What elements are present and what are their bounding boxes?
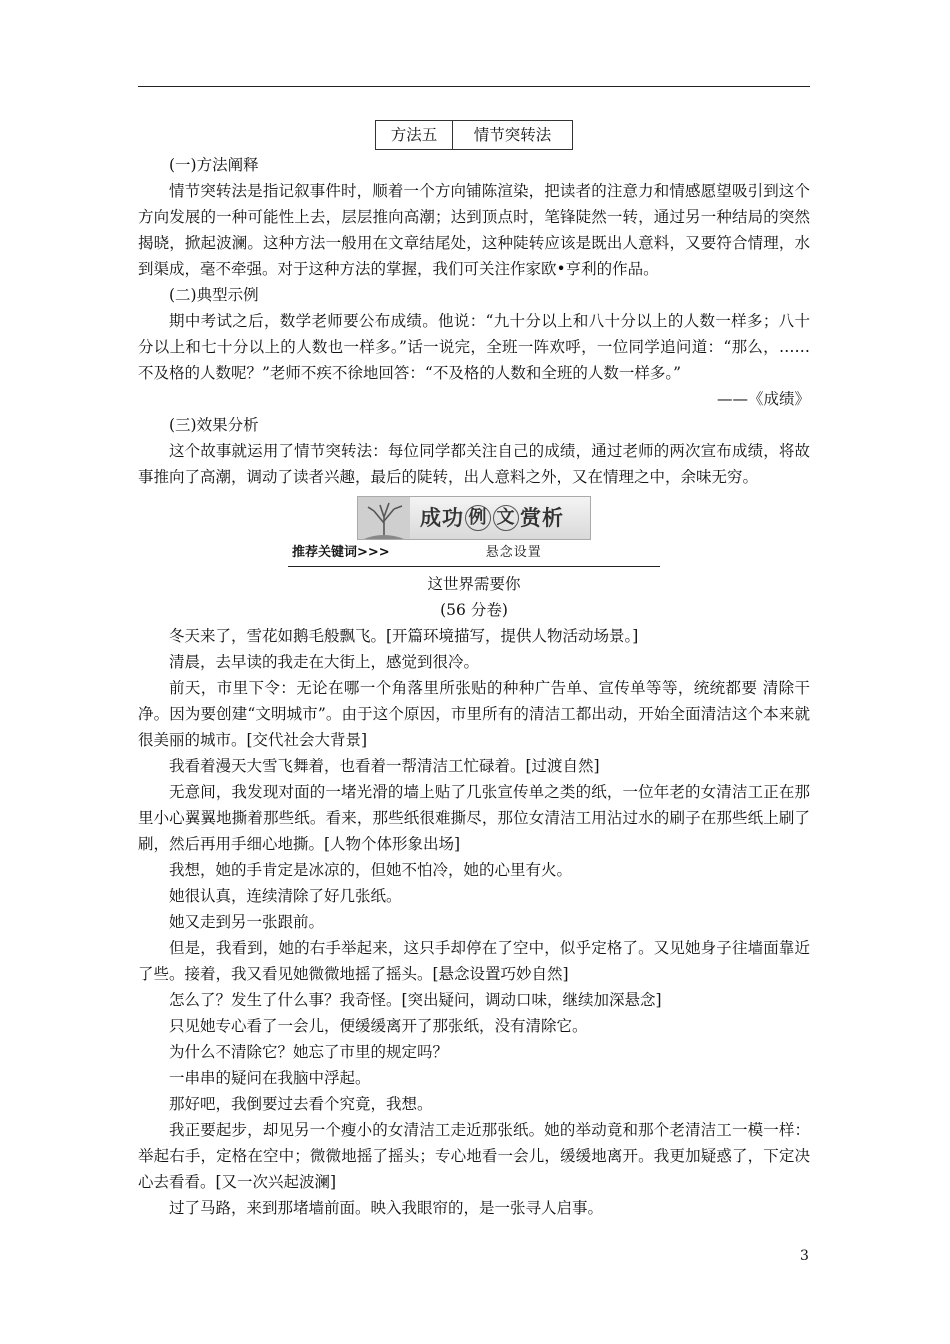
essay-paragraph: 无意间，我发现对面的一堵光滑的墙上贴了几张宣传单之类的纸，一位年老的女清洁工正在那里小心翼翼地撕着那些纸。看来，那些纸很难撕尽，那位女清洁工用沾过水的刷子在那些纸上刷了刷，然后再用手细心地撕。[人物个体形象出场] [138, 783, 810, 853]
essay-paragraph: 前天，市里下令：无论在哪一个角落里所张贴的种种广告单、宣传单等等，统统都要 清除干净。因为要创建“文明城市”。由于这个原因，市里所有的清洁工都出动，开始全面清洁这个本来就很美丽的城市。[交代社会大背景] [138, 679, 810, 749]
essay-paragraph: 她又走到另一张跟前。 [169, 913, 325, 931]
essay-body [138, 623, 810, 1221]
essay-paragraph: 但是，我看到，她的右手举起来，这只手却停在了空中，似乎定格了。又见她身子往墙面靠近了些。接着，我又看见她微微地摇了摇头。[悬念设置巧妙自然] [138, 939, 810, 983]
section-heading-3: (三)效果分析 [169, 416, 259, 434]
essay-paragraph: 她很认真，连续清除了好几张纸。 [169, 887, 402, 905]
essay-paragraph: 为什么不清除它？她忘了市里的规定吗？ [169, 1043, 449, 1061]
essay-title: 这世界需要你 [427, 575, 521, 593]
essay-paragraph: 冬天来了，雪花如鹅毛般飘飞。[开篇环境描写，提供人物活动场景。] [169, 627, 639, 645]
section-heading-1: (一)方法阐释 [169, 156, 259, 174]
essay-paragraph: 过了马路，来到那堵墙前面。映入我眼帘的，是一张寻人启事。 [169, 1199, 604, 1217]
essay-paragraph: 怎么了？发生了什么事？我奇怪。[突出疑问，调动口味，继续加深悬念] [169, 991, 662, 1009]
method-number: 方法五 [376, 121, 453, 149]
page-number: 3 [800, 1248, 809, 1264]
paragraph-effect-analysis: 这个故事就运用了情节突转法：每位同学都关注自己的成绩，通过老师的两次宣布成绩，将故事推向了高潮，调动了读者兴趣，最后的陡转，出人意料之外，又在情理之中，余味无穷。 [138, 442, 810, 486]
header-rule [138, 86, 810, 87]
page-content [138, 120, 810, 1221]
essay-paragraph: 一串串的疑问在我脑中浮起。 [169, 1069, 371, 1087]
essay-paragraph: 清晨，去早读的我走在大街上，感觉到很冷。 [169, 653, 480, 671]
essay-paragraph: 我想，她的手肯定是冰凉的，但她不怕冷，她的心里有火。 [169, 861, 573, 879]
keyword-value: 悬念设置 [485, 545, 542, 560]
method-name: 情节突转法 [473, 126, 552, 144]
tree-icon [358, 497, 410, 539]
example-source: ——《成绩》 [716, 390, 810, 408]
keyword-row [288, 544, 660, 567]
section-heading-2: (二)典型示例 [169, 286, 259, 304]
section-banner [357, 496, 591, 540]
keyword-label: 推荐关键词>>> [292, 545, 390, 560]
essay-paragraph: 我正要起步，却见另一个瘦小的女清洁工走近那张纸。她的举动竟和那个老清洁工一模一样：举起右手，定格在空中；微微地摇了摇头；专心地看一会儿，缓缓地离开。我更加疑惑了，下定决心去看看。[又一次兴起波澜] [138, 1121, 810, 1191]
paragraph-method-explanation: 情节突转法是指记叙事件时，顺着一个方向铺陈渲染，把读者的注意力和情感愿望吸引到这个方向发展的一种可能性上去，层层推向高潮；达到顶点时，笔锋陡然一转，通过另一种结局的突然揭晓，掀起波澜。这种方法一般用在文章结尾处，这种陡转应该是既出人意料，又要符合情理，水到渠成，毫不牵强。对于这种方法的掌握，我们可关注作家欧•亨利的作品。 [138, 182, 810, 278]
essay-score: (56 分卷) [440, 601, 508, 619]
method-title-box [375, 120, 573, 150]
essay-paragraph: 只见她专心看了一会儿，便缓缓离开了那张纸，没有清除它。 [169, 1017, 588, 1035]
paragraph-example: 期中考试之后，数学老师要公布成绩。他说：“九十分以上和八十分以上的人数一样多；八十分以上和七十分以上的人数也一样多。”话一说完，全班一阵欢呼，一位同学追问道：“那么，……不及格的人数呢？”老师不疾不徐地回答：“不及格的人数和全班的人数一样多。” [138, 312, 810, 382]
banner-title: 成功 例 文 赏析 [420, 506, 564, 530]
essay-paragraph: 那好吧，我倒要过去看个究竟，我想。 [169, 1095, 433, 1113]
essay-paragraph: 我看着漫天大雪飞舞着，也看着一帮清洁工忙碌着。[过渡自然] [169, 757, 600, 775]
